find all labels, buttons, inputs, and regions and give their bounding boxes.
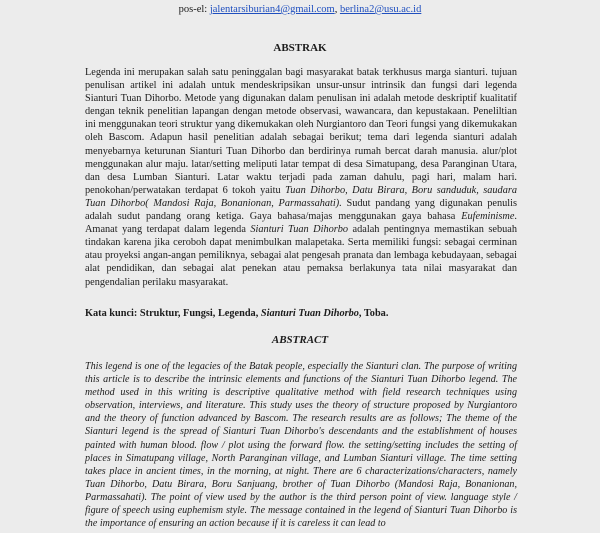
abstrak-text-4: adalah pentingnya memastikan sebuah tindakan karena jika ceroboh dapat menimbulkan malapetaka. Serta memiliki fungsi: sebagai cerminan atau proyeksi angan-angan pemiliknya, sebagai alat pengesah pranata dan lembaga kebudayaan, sebagai alat pendidikan, dan sebagai alat penekan atau pemaksa berlakunya tata nilai masyarakat dan pengendalian perilaku masyarakat.: [85, 224, 517, 288]
keywords-line: [85, 307, 517, 320]
abstrak-text-2: Sudut pandang yang digunakan penulis adalah sudut pandang orang ketiga. Gaya bahasa/majas menggunakan gaya bahasa: [85, 197, 517, 223]
email-line: [0, 3, 600, 16]
abstrak-style-italic: Eufeminisme: [461, 211, 515, 223]
abstrak-characters-italic: Tuan Dihorbo, Datu Birara, Boru sanduduk, saudara Tuan Dihorbo( Mandosi Raja, Bonanionan, Parmassahati).: [85, 184, 517, 209]
email-prefix: pos-el:: [178, 4, 208, 15]
abstrak-text-3: . Amanat yang terdapat dalam legenda: [85, 211, 517, 236]
abstrak-text-1: Legenda ini merupakan salah satu peninggalan bagi masyarakat batak terkhusus marga sianturi. tujuan penulisan artikel ini adalah untuk mendeskripsikan unsur-unsur intrinsik dan fungsi dari legenda Sianturi Tuan Dihorbo. Metode yang digunakan dalam penulisan ini adalah metode deskriptif kualitatif dengan teknik penelitian lapangan dengan metode observasi, wawancara, dan kepustakaan. Peneliltian ini menggunakan teori struktur yang dikemukakan oleh Nurgiantoro dan Teori fungsi yang dikemukakan oleh Bascom. Adapun hasil penelitian adalah sebagai berikut; tema dari legenda sianturi adalah menyebarnya keturunan Sianturi Tuan Dihorbo dan berdirinya rumah bercat darah manusia. alur/plot menggunakan alur maju. latar/setting meliputi latar tempat di desa Simatupang, desa Paranginan Utara, dan desa Lumban Sianturi. Latar waktu terjadi pada zaman dahulu, pagi hari, malam hari. penokohan/perwatakan terdapat 6 tokoh yaitu: [85, 67, 517, 196]
keywords-label: Kata kunci: Struktur, Fungsi, Legenda,: [85, 308, 261, 319]
abstract-paragraph: This legend is one of the legacies of the Batak people, especially the Sianturi clan. The purpose of writing this article is to describe the intrinsic elements and functions of the Sianturi Tuan Dihorbo legend. The method used in this writing is descriptive qualitative method with field research techniques using observation, interviews, and literature. This study uses the theory of structure proposed by Nurgiantoro and the theory of function advanced by Bascom. The research results are as follows; The theme of the Sianturi legend is the spread of Sianturi Tuan Dihorbo's descendants and the establishment of houses painted with human blood. flow / plot using the forward flow. the setting/setting includes the setting of places in Simatupang village, North Paranginan village, and Lumban Sianturi village. The time setting takes place in ancient times, in the morning, at night. There are 6 characterizations/characters, namely Tuan Dihorbo, Datu Birara, Boru Sanjuang, brother of Tuan Dihorbo (Mandosi Raja, Bonanionan, Parmassahati). The point of view used by the author is the third person point of view. language style / figure of speech using euphemism style. The message contained in the legend of Sianturi Tuan Dihorbo is the importance of ensuring an action because if it is careless it can lead to: [85, 361, 517, 530]
abstract-heading: ABSTRACT: [271, 334, 329, 346]
email-separator: ,: [334, 4, 338, 15]
keywords-end: , Toba.: [358, 308, 389, 319]
email-link-1[interactable]: jalentarsiburian4@gmail.com: [209, 4, 335, 15]
keywords-italic: Sianturi Tuan Dihorbo: [260, 308, 359, 319]
abstrak-paragraph: [85, 66, 517, 289]
abstrak-legend-italic: Sianturi Tuan Dihorbo: [250, 224, 349, 236]
email-link-2[interactable]: berlina2@usu.ac.id: [339, 4, 422, 15]
abstrak-heading: ABSTRAK: [273, 42, 327, 54]
